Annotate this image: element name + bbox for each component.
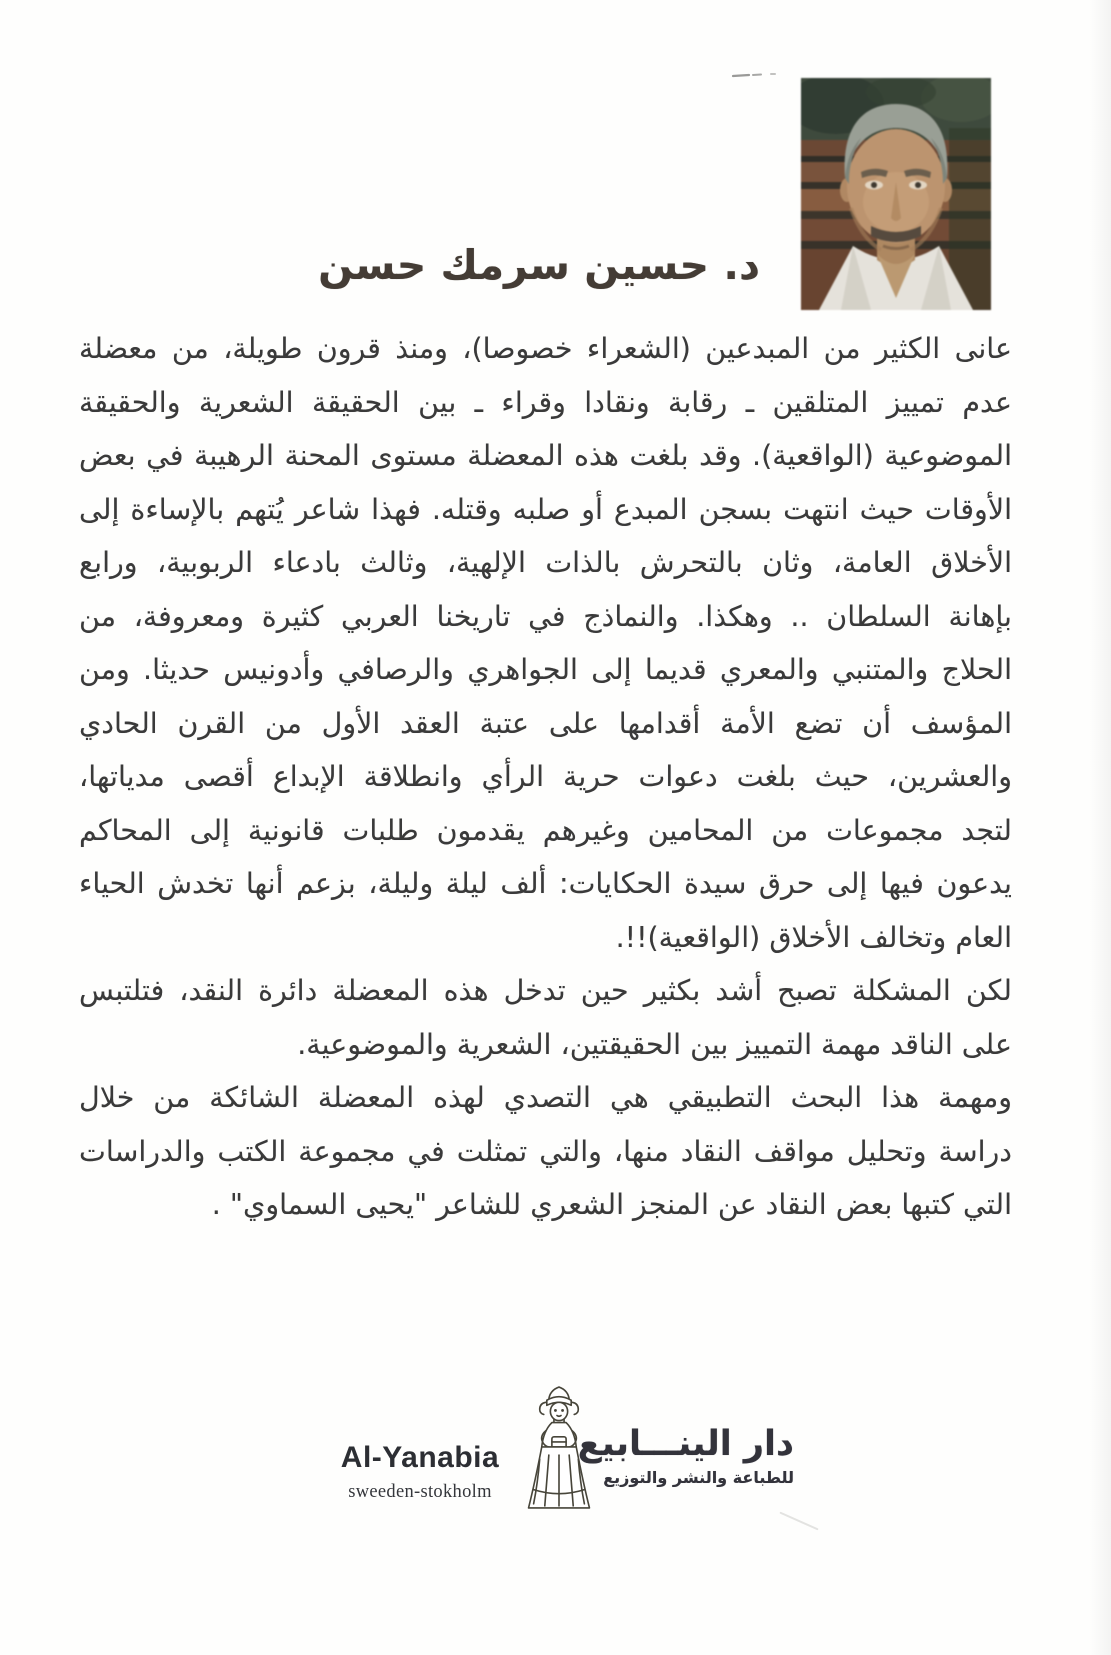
scan-smudge-mark: [731, 66, 777, 78]
text-line: الموضوعية (الواقعية). وقد بلغت هذه المعضلة مستوى المحنة الرهيبة في بعض: [79, 439, 1012, 472]
text-line: عانى الكثير من المبدعين (الشعراء خصوصا)، ومنذ قرون طويلة، من معضلة: [79, 332, 1012, 365]
publisher-arabic-name: دار الينـــابيع: [577, 1424, 794, 1464]
author-photo: [801, 78, 991, 310]
text-line: والعشرين، حيث بلغت دعوات حرية الرأي وانطلاقة الإبداع أقصى مدياتها،: [79, 760, 1012, 793]
text-line: بإهانة السلطان .. وهكذا. والنماذج في تاريخنا العربي كثيرة ومعروفة، من: [79, 599, 1012, 633]
text-line: دراسة وتحليل مواقف النقاد منها، والتي تمثلت في مجموعة الكتب والدراسات: [79, 1134, 1012, 1168]
text-line: التي كتبها بعض النقاد عن المنجز الشعري للشاعر "يحيى السماوي" .: [211, 1188, 1012, 1221]
text-line: الحلاج والمتنبي والمعري قديما إلى الجواهري والرصافي وأدونيس حديثا. ومن: [79, 653, 1012, 686]
text-line: العام وتخالف الأخلاق (الواقعية)!!.: [615, 920, 1012, 954]
text-line: يدعون فيها إلى حرق سيدة الحكايات: ألف ليلة وليلة، بزعم أنها تخدش الحياء: [79, 867, 1012, 900]
scan-edge-shadow: [1089, 0, 1111, 1655]
publisher-latin-block: [340, 1441, 500, 1503]
text-line: لتجد مجموعات من المحامين وغيرهم يقدمون طلبات قانونية إلى المحاكم: [79, 813, 1012, 847]
text-line: المؤسف أن تضع الأمة أقدامها على عتبة العقد الأول من القرن الحادي: [79, 706, 1012, 740]
text-line: ومهمة هذا البحث التطبيقي هي التصدي لهذه المعضلة الشائكة من خلال: [79, 1081, 1012, 1114]
text-line: لكن المشكلة تصبح أشد بكثير حين تدخل هذه المعضلة دائرة النقد، فتلتبس: [79, 974, 1012, 1007]
text-line: الأخلاق العامة، وثان بالتحرش بالذات الإلهية، وثالث بادعاء الربوبية، ورابع: [79, 546, 1012, 579]
body-text: [79, 322, 1012, 1232]
text-line: على الناقد مهمة التمييز بين الحقيقتين، الشعرية والموضوعية.: [297, 1027, 1012, 1061]
publisher-location: sweeden-stokholm: [348, 1482, 492, 1502]
text-line: الأوقات حيث انتهت بسجن المبدع أو صلبه وقتله. فهذا شاعر يُتهم بالإساءة إلى: [79, 492, 1012, 526]
publisher-latin-name: Al-Yanabia: [340, 1441, 500, 1474]
scan-scratch-mark: [779, 1512, 818, 1531]
publisher-arabic-tagline: للطباعة والنشر والتوزيع: [603, 1468, 794, 1487]
author-name: د. حسين سرمك حسن: [318, 241, 760, 289]
text-line: عدم تمييز المتلقين ـ رقابة ونقادا وقراء ـ بين الحقيقة الشعرية والحقيقة: [79, 385, 1012, 419]
publisher-arabic-block: [577, 1424, 794, 1487]
